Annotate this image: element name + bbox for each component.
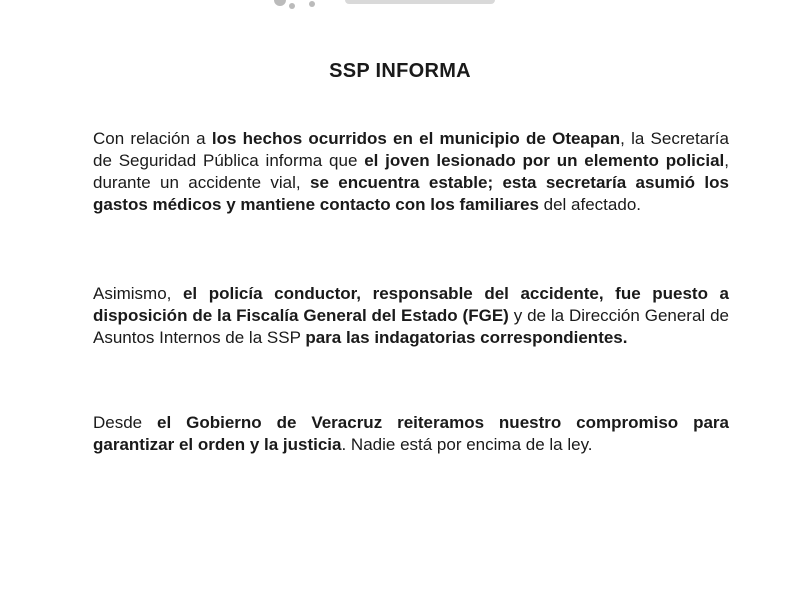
paragraph-2 [93,283,729,349]
bold-text-run: se encuentra estable; esta secretaría asumió los gastos médicos y mantiene contacto con los familiares [93,173,729,214]
header-logo [250,0,550,20]
text-run: , durante un accidente vial, [93,151,729,192]
bold-text-run: el policía conductor, responsable del accidente, fue puesto a disposición de la Fiscalía General del Estado (FGE) [93,284,729,325]
bold-text-run: el joven lesionado por un elemento policial [364,151,725,170]
text-run: y de la Dirección General de Asuntos Internos de la SSP [93,306,729,347]
text-run: . Nadie está por encima de la ley. [341,435,593,454]
text-run: , la Secretaría de Seguridad Pública informa que [93,129,729,170]
paragraph-3 [93,412,729,456]
government-seal-icon [250,0,550,20]
bold-text-run: para las indagatorias correspondientes. [305,328,628,347]
text-run: del afectado. [538,195,641,214]
text-run: Asimismo, [93,284,183,303]
bold-text-run: los hechos ocurridos en el municipio de Oteapan [211,129,621,148]
text-run: Con relación a [93,129,212,148]
text-run: Desde [93,413,158,432]
paragraph-1 [93,128,729,216]
page-title: SSP INFORMA [329,60,471,82]
bold-text-run: el Gobierno de Veracruz reiteramos nuestro compromiso para garantizar el orden y la justicia [93,413,729,454]
